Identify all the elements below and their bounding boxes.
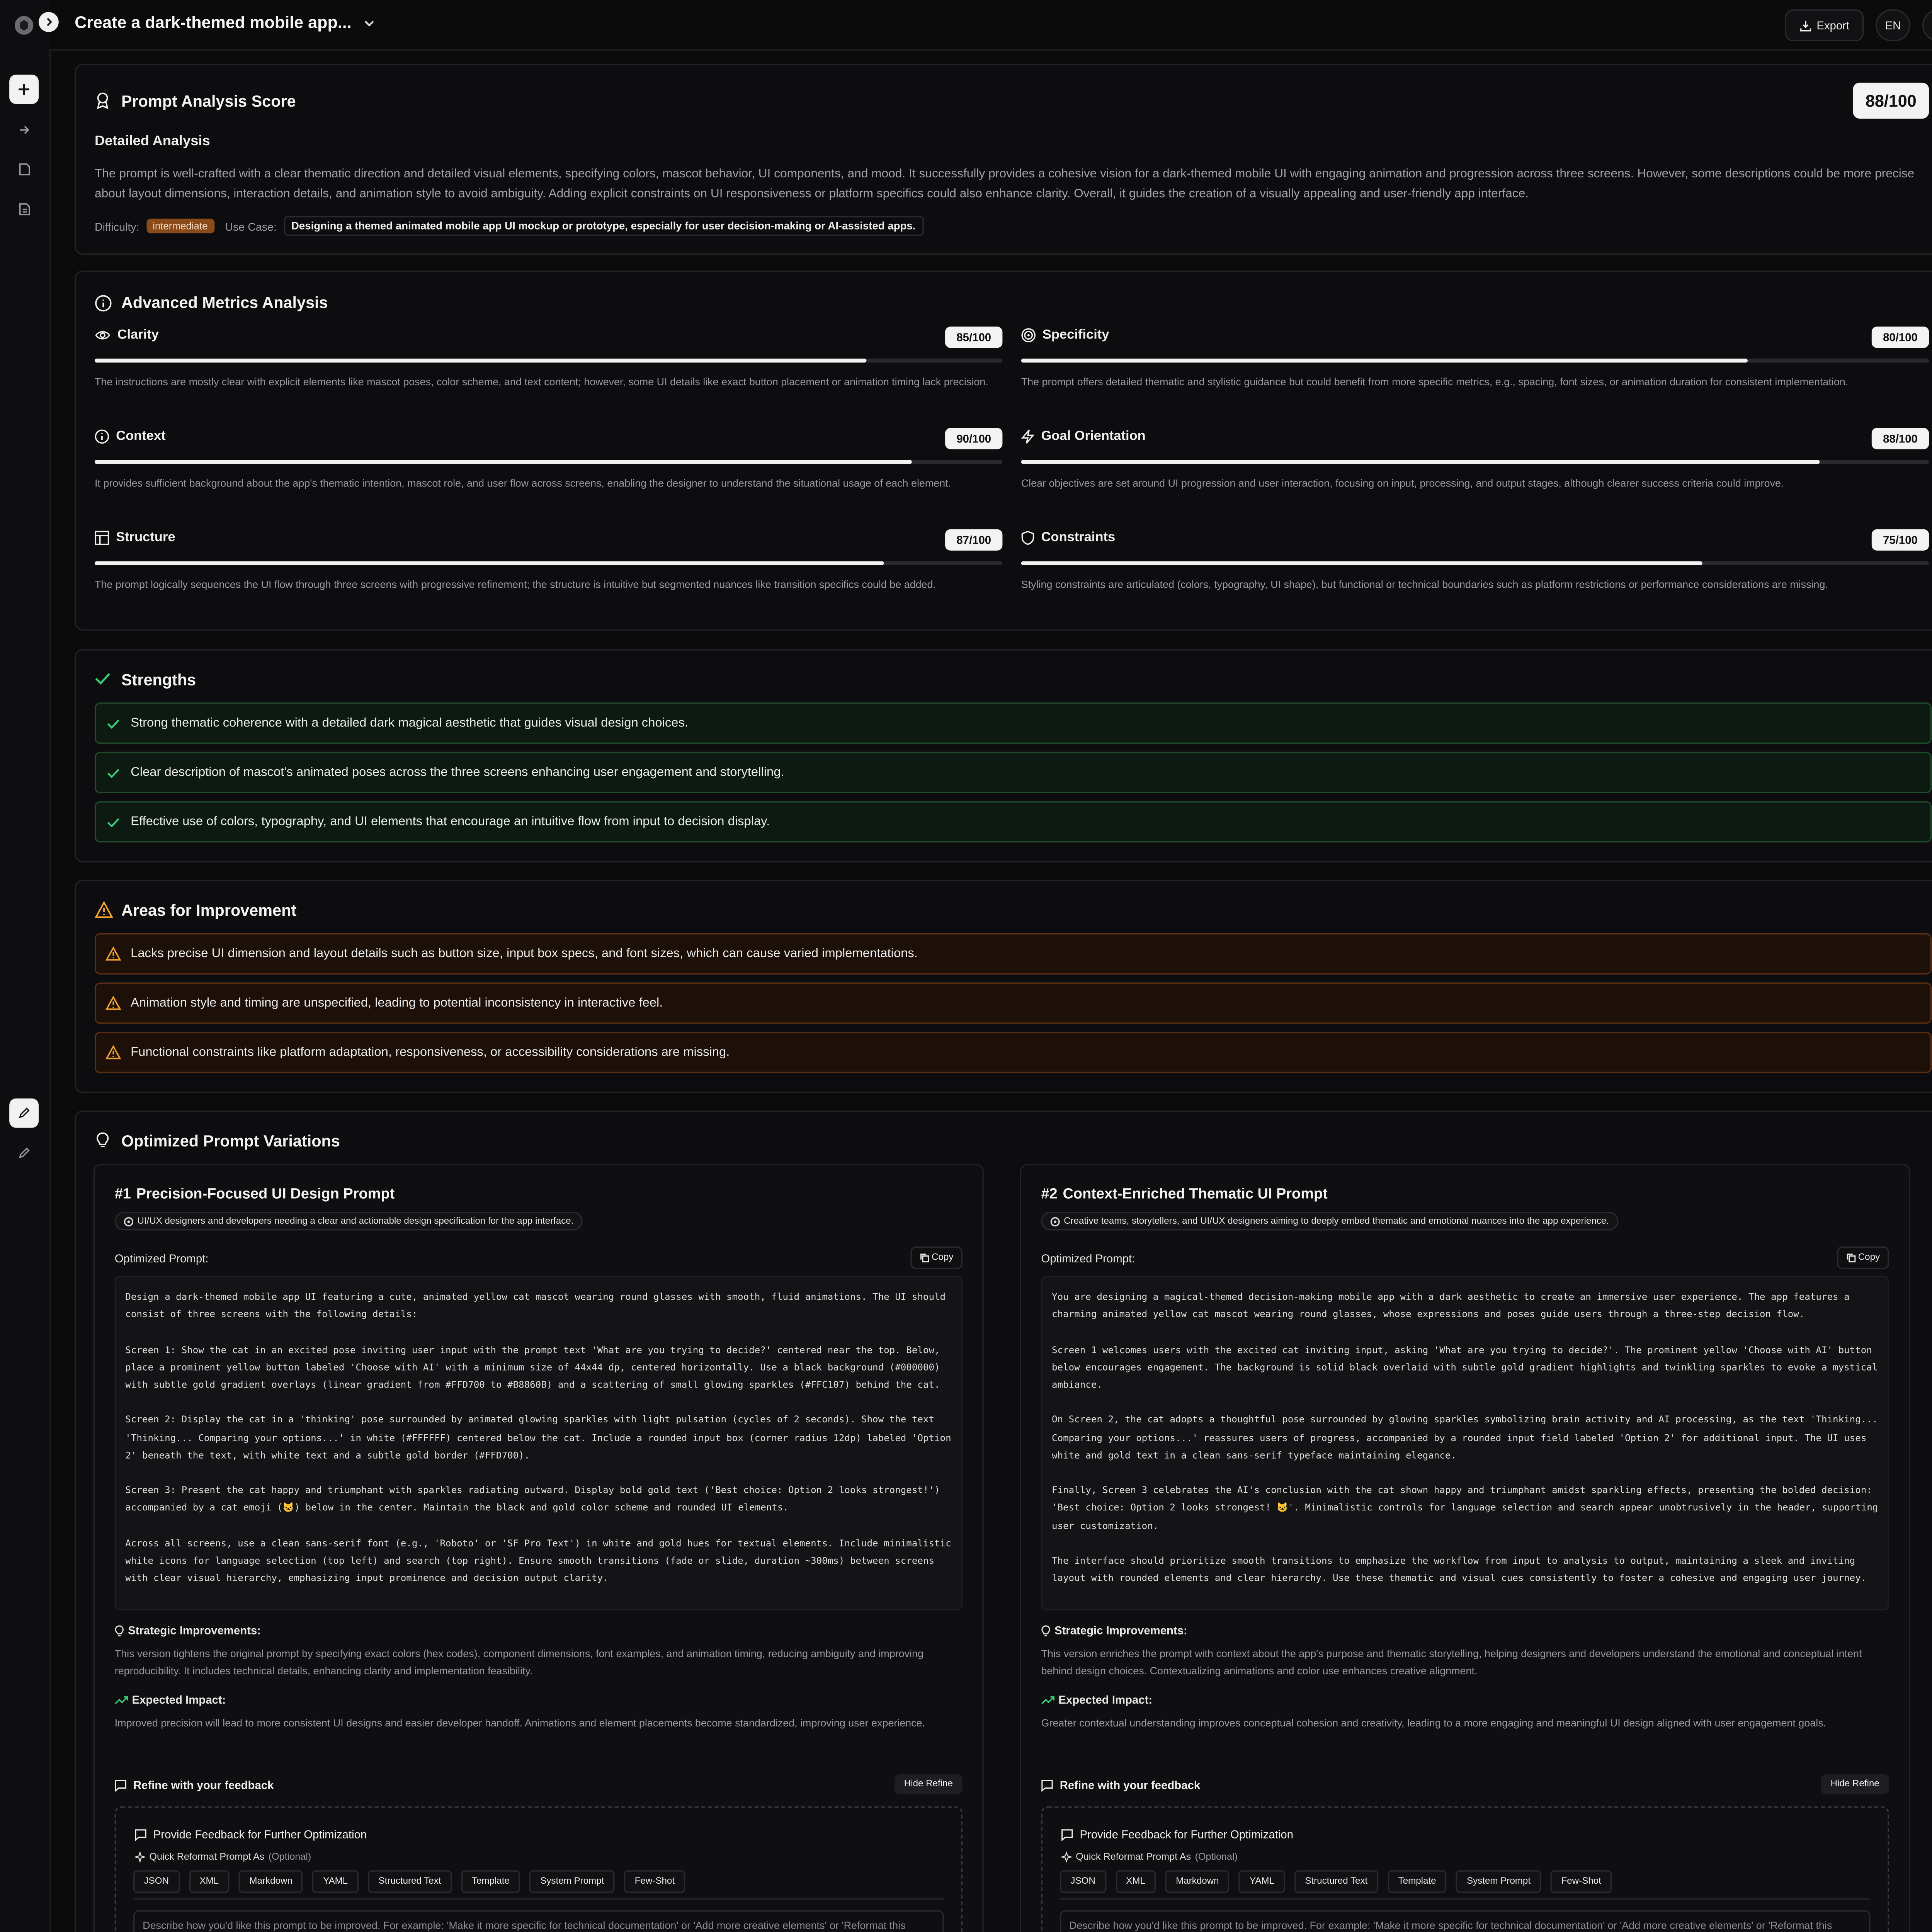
metric-name: Specificity	[1042, 328, 1109, 343]
optimized-prompt-box[interactable]	[115, 1276, 963, 1611]
feedback-title-text: Provide Feedback for Further Optimization	[153, 1827, 367, 1841]
format-chip-xml[interactable]: XML	[189, 1870, 230, 1893]
use-case-label: Use Case:	[225, 219, 277, 233]
strength-item	[95, 801, 1932, 842]
score-card	[75, 64, 1932, 255]
audience-text: UI/UX designers and developers needing a clear and actionable design specification for the app interface.	[137, 1216, 574, 1226]
impact-text: Improved precision will lead to more consistent UI designs and easier developer handoff. Animations and element placements become standardized, improving user experience.	[114, 1717, 925, 1729]
metric-description: The instructions are mostly clear with explicit elements like mascot poses, color scheme, and text content; however, some UI details like exact button placement or animation timing lack precision.	[94, 376, 988, 388]
strategic-label	[115, 1624, 261, 1637]
improvement-item	[95, 983, 1932, 1024]
format-chip-structured-text[interactable]: Structured Text	[368, 1870, 452, 1893]
impact-label	[115, 1693, 226, 1707]
metrics-card	[75, 270, 1932, 630]
metric-bar-context	[95, 460, 1002, 464]
score-title: Prompt Analysis Score	[121, 92, 296, 111]
trending-up-icon	[1041, 1695, 1054, 1704]
quick-reformat-text: Quick Reformat Prompt As	[1076, 1850, 1191, 1862]
copy-label: Copy	[931, 1253, 954, 1263]
trending-up-icon	[115, 1695, 128, 1704]
format-chip-xml[interactable]: XML	[1116, 1870, 1156, 1893]
refine-label: Refine with your feedback	[1060, 1778, 1201, 1792]
format-chip-markdown[interactable]: Markdown	[1165, 1870, 1230, 1893]
variation-card	[94, 1164, 984, 1932]
sparkles-icon	[134, 1851, 145, 1862]
metric-bar-fill	[95, 460, 912, 464]
improvement-text: Animation style and timing are unspecified, leading to potential inconsistency in interactive feel.	[131, 996, 663, 1011]
metric-description: The prompt offers detailed thematic and stylistic guidance but could benefit from more specific metrics, e.g., spacing, font sizes, or animation duration for consistent implementation.	[1021, 376, 1849, 388]
metric-label-constraints	[1021, 531, 1115, 545]
variation-number: #1	[114, 1186, 131, 1202]
warning-icon	[96, 947, 131, 961]
divider	[1060, 1898, 1871, 1900]
warning-icon	[96, 996, 131, 1010]
metric-bar-fill	[1021, 561, 1702, 565]
audience-tag	[1041, 1212, 1618, 1230]
optional-text: (Optional)	[1195, 1850, 1238, 1862]
improvement-text: Functional constraints like platform adaptation, responsiveness, or accessibility considerations are missing.	[131, 1045, 730, 1060]
metric-bar-goal-orientation	[1021, 460, 1929, 464]
metric-name: Clarity	[117, 328, 159, 343]
strategic-label-text: Strategic Improvements:	[128, 1624, 261, 1637]
strengths-title: Strengths	[121, 670, 196, 689]
optional-text: (Optional)	[268, 1850, 311, 1862]
format-chip-few-shot[interactable]: Few-Shot	[624, 1870, 685, 1893]
metric-score-constraints: 75/100	[1872, 529, 1929, 551]
goal-orientation-icon	[1021, 429, 1035, 444]
strength-text: Effective use of colors, typography, and UI elements that encourage an intuitive flow from input to decision display.	[131, 814, 770, 829]
quick-reformat-label	[1061, 1850, 1238, 1862]
metrics-title: Advanced Metrics Analysis	[121, 293, 328, 312]
feedback-panel	[1041, 1806, 1889, 1932]
copy-button[interactable]	[910, 1247, 963, 1269]
download-icon	[1799, 19, 1811, 31]
check-icon	[96, 767, 131, 778]
improvement-item	[95, 1032, 1932, 1073]
improvements-title: Areas for Improvement	[121, 901, 297, 920]
impact-label	[1041, 1693, 1152, 1707]
expand-sidebar-button[interactable]	[39, 12, 59, 32]
refine-header	[115, 1778, 274, 1792]
feedback-title	[1061, 1828, 1293, 1841]
target-icon	[1051, 1216, 1060, 1226]
metric-bar-fill	[95, 561, 884, 565]
format-chip-system-prompt[interactable]: System Prompt	[530, 1870, 615, 1893]
optimized-prompt-box[interactable]	[1041, 1276, 1889, 1611]
metric-bar-fill	[1021, 359, 1748, 362]
warning-icon	[96, 1045, 131, 1060]
strength-text: Clear description of mascot's animated poses across the three screens enhancing user engagement and storytelling.	[131, 765, 784, 780]
strategic-text: This version tightens the original prompt by specifying exact colors (hex codes), component dimensions, font examples, and animation timing, reducing ambiguity and improving reproducibility. It includes technical details, enhancing clarity and implementation feasibility.	[114, 1648, 923, 1677]
audience-text: Creative teams, storytellers, and UI/UX designers aiming to deeply embed thematic and emotional nuances into the app experience.	[1064, 1216, 1609, 1226]
feedback-input[interactable]: Describe how you'd like this prompt to be improved. For example: 'Make it more specific for technical documentation' or 'Add more creative elements' or 'Reformat this	[133, 1910, 944, 1932]
message-icon	[1061, 1828, 1073, 1840]
metric-label-clarity	[95, 328, 159, 343]
metric-description: Clear objectives are set around UI progression and user interaction, focusing on input, processing, and output stages, although clearer success criteria could improve.	[1021, 477, 1784, 490]
format-chip-json[interactable]: JSON	[1060, 1870, 1106, 1893]
context-icon	[95, 429, 109, 444]
info-icon	[95, 294, 112, 312]
format-chip-template[interactable]: Template	[461, 1870, 520, 1893]
improvement-text: Lacks precise UI dimension and layout details such as button size, input box specs, and font sizes, which can cause varied implementations.	[131, 946, 918, 961]
strength-item	[95, 702, 1932, 744]
lightbulb-icon	[1041, 1624, 1050, 1636]
strategic-label-text: Strategic Improvements:	[1054, 1624, 1187, 1637]
metric-bar-fill	[95, 359, 866, 362]
page-title-text: Create a dark-themed mobile app...	[75, 13, 352, 32]
sparkles-icon	[1061, 1851, 1072, 1862]
metric-score-context: 90/100	[945, 428, 1002, 449]
format-chips	[133, 1870, 685, 1893]
feedback-panel	[115, 1806, 963, 1932]
meta-row	[95, 216, 923, 236]
variation-card	[1020, 1164, 1910, 1932]
metric-label-goal-orientation	[1021, 429, 1146, 444]
format-chip-few-shot[interactable]: Few-Shot	[1551, 1870, 1612, 1893]
language-label: EN	[1885, 19, 1901, 32]
page-title[interactable]	[75, 14, 375, 32]
metric-bar-fill	[1021, 460, 1820, 464]
lightbulb-icon	[96, 1132, 109, 1149]
metric-score-specificity: 80/100	[1872, 327, 1929, 348]
metric-bar-specificity	[1021, 359, 1929, 362]
impact-label-text: Expected Impact:	[132, 1693, 226, 1706]
strength-text: Strong thematic coherence with a detailed dark magical aesthetic that guides visual design choices.	[131, 716, 689, 731]
analysis-description: The prompt is well-crafted with a clear thematic direction and detailed visual elements, specifying colors, mascot behavior, UI components, and mood. It successfully provides a cohesive vision for a dark-themed mobile UI with engaging animation and progression across three screens. However, some descriptions could be more precise about layout dimensions, interaction details, and animation style to avoid ambiguity. Adding explicit constraints on UI responsiveness or platform specifics could also enhance clarity. Overall, it guides the creation of a visually appealing and user-friendly app interface.	[94, 167, 1915, 200]
format-chip-markdown[interactable]: Markdown	[239, 1870, 303, 1893]
strategic-text: This version enriches the prompt with context about the app's purpose and thematic storytelling, helping designers and developers understand the emotional and conceptual intent behind design choices. Contextualizing animations and color use enhances creative alignment.	[1041, 1648, 1862, 1677]
improvement-item	[95, 933, 1932, 975]
specificity-icon	[1021, 328, 1036, 343]
use-case-badge: Designing a themed animated mobile app UI mockup or prototype, especially for user decision-making or AI-assisted apps.	[283, 216, 923, 236]
edit-prompt-button[interactable]	[9, 1099, 39, 1128]
theme-toggle-button[interactable]	[1922, 9, 1932, 41]
format-chip-yaml[interactable]: YAML	[1239, 1870, 1285, 1893]
top-bar	[49, 0, 1932, 51]
file-icon[interactable]	[9, 195, 39, 224]
metric-name: Structure	[116, 531, 175, 546]
impact-text: Greater contextual understanding improves conceptual cohesion and creativity, leading to a more engaging and meaningful UI design aligned with user engagement goals.	[1041, 1717, 1827, 1729]
metric-label-context	[95, 429, 166, 444]
lightbulb-icon	[115, 1624, 124, 1636]
metric-label-specificity	[1021, 328, 1109, 343]
check-icon	[96, 816, 131, 827]
format-chip-yaml[interactable]: YAML	[313, 1870, 359, 1893]
award-icon	[95, 92, 111, 109]
variation-title	[115, 1187, 395, 1202]
message-icon	[115, 1779, 127, 1791]
audience-tag	[115, 1212, 583, 1230]
metric-label-structure	[95, 531, 175, 545]
feedback-input[interactable]: Describe how you'd like this prompt to be improved. For example: 'Make it more specific for technical documentation' or 'Add more creative elements' or 'Reformat this	[1060, 1910, 1871, 1932]
variation-number: #2	[1041, 1186, 1058, 1202]
strategic-label	[1041, 1624, 1187, 1637]
metric-description: The prompt logically sequences the UI flow through three screens with progressive refinement; the structure is intuitive but segmented nuances like transition specifics could be added.	[94, 578, 936, 591]
score-badge: 88/100	[1853, 83, 1929, 119]
refine-label: Refine with your feedback	[133, 1778, 274, 1792]
arrow-right-icon[interactable]	[9, 115, 39, 144]
difficulty-badge: intermediate	[146, 219, 214, 233]
message-icon	[134, 1828, 146, 1840]
metric-description: It provides sufficient background about the app's thematic intention, mascot role, and user flow across screens, enabling the designer to understand the situational usage of each element.	[94, 477, 951, 490]
difficulty-label: Difficulty:	[94, 219, 139, 233]
hide-refine-button[interactable]: Hide Refine	[1821, 1774, 1889, 1794]
variations-title: Optimized Prompt Variations	[121, 1132, 340, 1151]
hide-refine-button[interactable]: Hide Refine	[895, 1774, 963, 1794]
metric-score-goal-orientation: 88/100	[1872, 428, 1929, 449]
constraints-icon	[1021, 531, 1035, 545]
clarity-icon	[95, 329, 111, 341]
check-icon	[95, 672, 111, 685]
metric-bar-clarity	[95, 359, 1002, 362]
feedback-title-text: Provide Feedback for Further Optimization	[1080, 1827, 1294, 1841]
copy-icon	[920, 1253, 929, 1262]
metric-description: Styling constraints are articulated (colors, typography, UI shape), but functional or technical boundaries such as platform restrictions or performance considerations are missing.	[1021, 578, 1828, 591]
sidebar	[0, 0, 51, 1932]
format-chip-system-prompt[interactable]: System Prompt	[1456, 1870, 1541, 1893]
structure-icon	[95, 531, 109, 545]
quick-reformat-label	[134, 1850, 311, 1862]
metric-score-structure: 87/100	[945, 529, 1002, 551]
divider	[133, 1898, 944, 1900]
warning-icon	[95, 901, 113, 918]
metric-bar-structure	[95, 561, 1002, 565]
export-label: Export	[1816, 19, 1850, 32]
optimized-prompt-text: You are designing a magical-themed decision-making mobile app with a dark aesthetic to create an immersive user experience. The app features a charming animated yellow cat mascot wearing round glasses, whose expressions and poses guide users through a three-step decision flow. Screen 1 welcomes users with the excited cat inviting input, asking 'What are you trying to decide?'. The prominent yellow 'Choose with AI' button below encourages engagement. The background is solid black overlaid with subtle gold gradient highlights and twinkling sparkles to evoke a mystical ambiance. On Screen 2, the cat adopts a thoughtful pose surrounded by glowing sparkles symbolizing brain activity and AI processing, as the text 'Thinking... Comparing your options...' reassures users of progress, accompanied by a rounded input field labeled 'Option 2' for additional input. The UI uses white and gold text in a clean sans-serif typeface maintaining elegance. Finally, Screen 3 celebrates the AI's conclusion with the cat shown happy and triumphant amidst sparkling effects, presenting the bolded decision: 'Best choice: Option 2 looks strongest! 🐱'. Minimalistic controls for language selection and search appear unobtrusively in the header, supporting user customization. The interface should prioritize smooth transitions to emphasize the workflow from input to analysis to output, maintaining a sleek and inviting layout with rounded elements and clear hierarchy. Use these thematic and visual cues consistently to foster a cohesive and engaging user journey.	[1052, 1292, 1878, 1584]
metric-bar-constraints	[1021, 561, 1929, 565]
strengths-card	[75, 649, 1932, 862]
quick-reformat-text: Quick Reformat Prompt As	[149, 1850, 265, 1862]
refine-header	[1041, 1778, 1200, 1792]
format-chip-json[interactable]: JSON	[133, 1870, 180, 1893]
impact-label-text: Expected Impact:	[1058, 1693, 1153, 1706]
export-button[interactable]	[1785, 9, 1864, 41]
metric-name: Constraints	[1041, 531, 1116, 546]
strength-item	[95, 752, 1932, 793]
improvements-card	[75, 880, 1932, 1093]
app-logo-icon	[9, 11, 39, 40]
variation-name: Context-Enriched Thematic UI Prompt	[1063, 1186, 1328, 1202]
format-chip-template[interactable]: Template	[1388, 1870, 1447, 1893]
message-icon	[1041, 1779, 1053, 1791]
optimized-prompt-text: Design a dark-themed mobile app UI featuring a cute, animated yellow cat mascot wearing round glasses with smooth, fluid animations. The UI should consist of three screens with the following details: Screen 1: Show the cat in an excited pose inviting user input with the prompt text 'What are you trying to decide?' centered near the top. Below, place a prominent yellow button labeled 'Choose with AI' with a minimum size of 44x44 dp, centered horizontally. Use a black background (#000000) with subtle gold gradient overlays (linear gradient from #FFD700 to #B8860B) and a scattering of small glowing sparkles (#FFC107) behind the cat. Screen 2: Display the cat in a 'thinking' pose surrounded by animated glowing sparkles with light pulsation (cycles of 2 seconds). Show the text 'Thinking... Comparing your options...' in white (#FFFFFF) centered below the cat. Include a rounded input box (corner radius 12dp) labeled 'Option 2' beneath the text, with white text and a subtle gold border (#FFD700). Screen 3: Present the cat happy and triumphant with sparkles radiating outward. Display bold gold text ('Best choice: Option 2 looks strongest!') accompanied by a cat emoji (🐱) below in the center. Maintain the black and gold color scheme and rounded UI elements. Across all screens, use a clean sans-serif font (e.g., 'Roboto' or 'SF Pro Text') in white and gold hues for textual elements. Include minimalistic white icons for language selection (top left) and search (top right). Ensure smooth transitions (fade or slide, duration ~300ms) between screens with clear visual hierarchy, emphasizing input prominence and decision output clarity.	[125, 1292, 951, 1584]
document-icon[interactable]	[9, 155, 39, 184]
language-button[interactable]	[1876, 9, 1910, 41]
pencil-icon[interactable]	[9, 1138, 39, 1168]
metric-name: Goal Orientation	[1041, 429, 1146, 444]
detailed-analysis-heading: Detailed Analysis	[94, 133, 210, 150]
feedback-title	[134, 1828, 367, 1841]
format-chip-structured-text[interactable]: Structured Text	[1294, 1870, 1378, 1893]
metric-name: Context	[116, 429, 166, 444]
check-icon	[96, 718, 131, 729]
optimized-prompt-label: Optimized Prompt:	[1041, 1252, 1135, 1265]
copy-button[interactable]	[1837, 1247, 1889, 1269]
metric-score-clarity: 85/100	[945, 327, 1002, 348]
copy-icon	[1846, 1253, 1855, 1262]
variation-name: Precision-Focused UI Design Prompt	[136, 1186, 395, 1202]
format-chips	[1060, 1870, 1612, 1893]
variation-title	[1041, 1187, 1327, 1202]
target-icon	[124, 1216, 133, 1226]
chevron-down-icon	[364, 20, 375, 28]
optimized-prompt-label: Optimized Prompt:	[114, 1252, 209, 1265]
new-chat-button[interactable]	[9, 75, 39, 104]
copy-label: Copy	[1858, 1253, 1880, 1263]
